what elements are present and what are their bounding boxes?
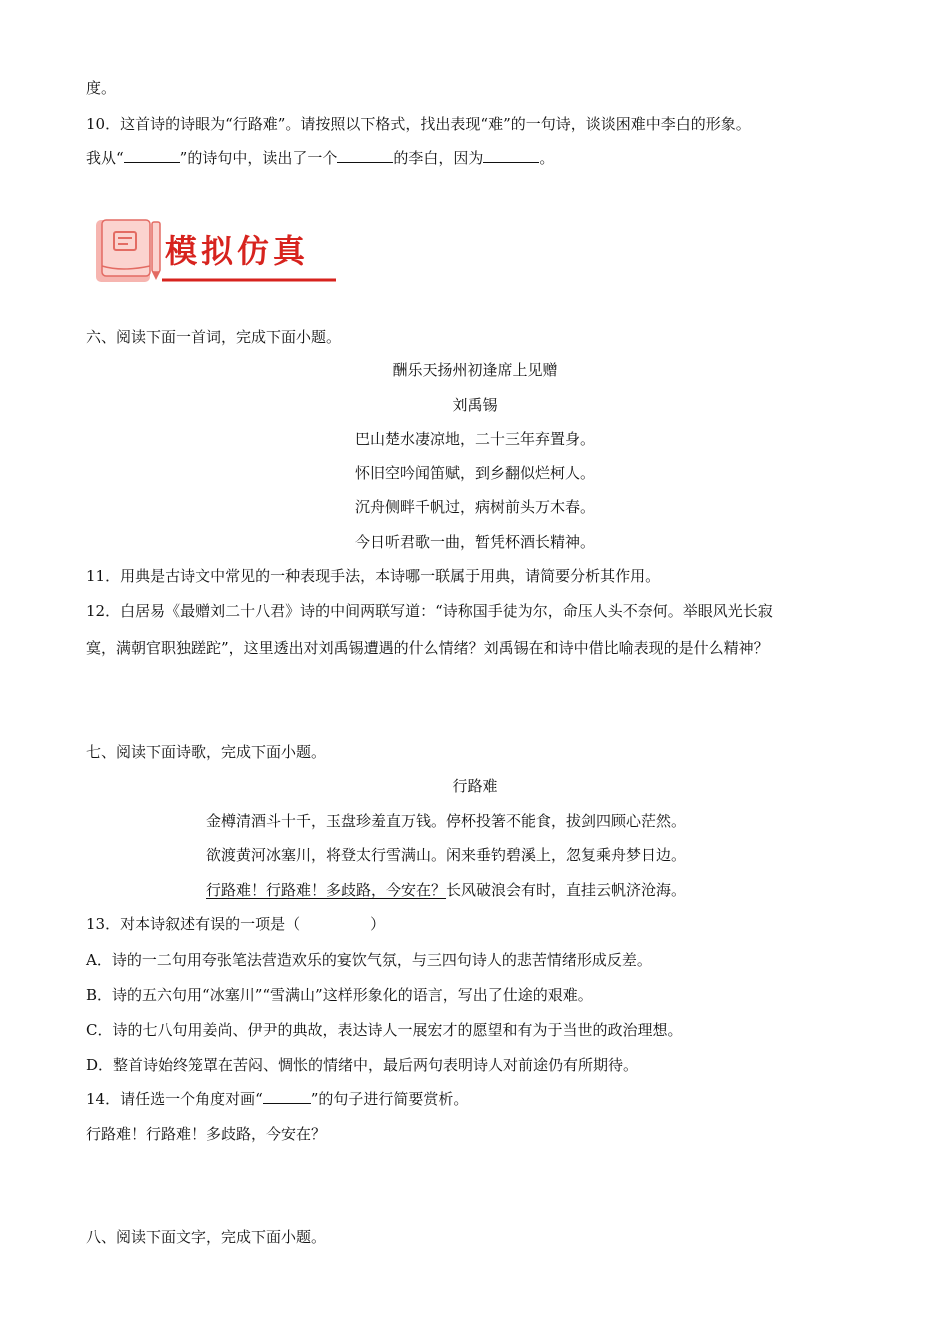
question-14-text: 14．请任选一个角度对画“ bbox=[86, 1090, 263, 1108]
option-d: D．整首诗始终笼罩在苦闷、惆怅的情绪中，最后两句表明诗人对前途仍有所期待。 bbox=[86, 1056, 639, 1074]
section-6-intro: 六、阅读下面一首词，完成下面小题。 bbox=[86, 328, 342, 346]
answer-blank[interactable] bbox=[337, 148, 393, 163]
verse-rest: 长风破浪会有时，直挂云帆济沧海。 bbox=[446, 881, 687, 899]
section-8-intro: 八、阅读下面文字，完成下面小题。 bbox=[86, 1228, 327, 1246]
question-11: 11．用典是古诗文中常见的一种表现手法，本诗哪一联属于用典，请简要分析其作用。 bbox=[86, 567, 661, 585]
section-banner-title: 模拟仿真 bbox=[165, 232, 310, 270]
answer-blank[interactable] bbox=[483, 148, 539, 163]
question-10: 10．这首诗的诗眼为“行路难”。请按照以下格式，找出表现“难”的一句诗，谈谈困难中李白的形象。 bbox=[86, 115, 751, 133]
poem-title: 酬乐天扬州初逢席上见赠 bbox=[392, 361, 558, 379]
question-14 bbox=[86, 1089, 468, 1109]
question-10-fill-in bbox=[86, 148, 554, 168]
option-b: B．诗的五六句用“冰塞川”“雪满山”这样形象化的语言，写出了仕途的艰难。 bbox=[86, 986, 593, 1004]
poem-line: 沉舟侧畔千帆过，病树前头万木春。 bbox=[354, 498, 595, 516]
option-c: C．诗的七八句用姜尚、伊尹的典故，表达诗人一展宏才的愿望和有为于当世的政治理想。 bbox=[86, 1021, 683, 1039]
poem-author: 刘禹锡 bbox=[452, 396, 498, 414]
poem-line: 怀旧空吟闻笛赋，到乡翻似烂柯人。 bbox=[354, 464, 595, 482]
question-13-close: ） bbox=[370, 915, 386, 933]
quoted-verse: 行路难！行路难！多歧路，今安在？ bbox=[86, 1125, 327, 1143]
question-14-text-end: ”的句子进行简要赏析。 bbox=[310, 1090, 469, 1108]
poem-title: 行路难 bbox=[452, 777, 498, 795]
underlined-verse: 行路难！行路难！多歧路，今安在？ bbox=[206, 881, 447, 899]
poem-line: 欲渡黄河冰塞川，将登太行雪满山。闲来垂钓碧溪上，忽复乘舟梦日边。 bbox=[206, 846, 687, 864]
poem-line: 巴山楚水凄凉地，二十三年弃置身。 bbox=[354, 430, 595, 448]
fill-text-1: 我从“ bbox=[86, 149, 124, 167]
poem-line: 今日听君歌一曲，暂凭杯酒长精神。 bbox=[354, 533, 595, 551]
poem-line: 金樽清酒斗十千，玉盘珍羞直万钱。停杯投箸不能食，拔剑四顾心茫然。 bbox=[206, 812, 687, 830]
section-7-intro: 七、阅读下面诗歌，完成下面小题。 bbox=[86, 743, 327, 761]
question-13-text: 13．对本诗叙述有误的一项是（ bbox=[86, 915, 301, 933]
question-12-line-1: 12．白居易《最赠刘二十八君》诗的中间两联写道：“诗称国手徒为尔，命压人头不奈何。举眼风光长寂 bbox=[86, 602, 773, 620]
question-12-line-2: 寞，满朝官职独蹉跎”，这里透出对刘禹锡遭遇的什么情绪？刘禹锡在和诗中借比喻表现的是什么精神？ bbox=[86, 639, 769, 657]
fill-text-4: 。 bbox=[539, 149, 555, 167]
fill-text-3: 的李白，因为 bbox=[393, 149, 484, 167]
question-13 bbox=[86, 914, 385, 934]
answer-blank[interactable] bbox=[124, 148, 180, 163]
poem-line bbox=[206, 880, 686, 900]
answer-blank[interactable] bbox=[263, 1089, 311, 1104]
option-a: A．诗的一二句用夸张笔法营造欢乐的宴饮气氛，与三四句诗人的悲苦情绪形成反差。 bbox=[86, 951, 652, 969]
text-fragment: 度。 bbox=[86, 79, 117, 97]
fill-text-2: ”的诗句中，读出了一个 bbox=[179, 149, 338, 167]
